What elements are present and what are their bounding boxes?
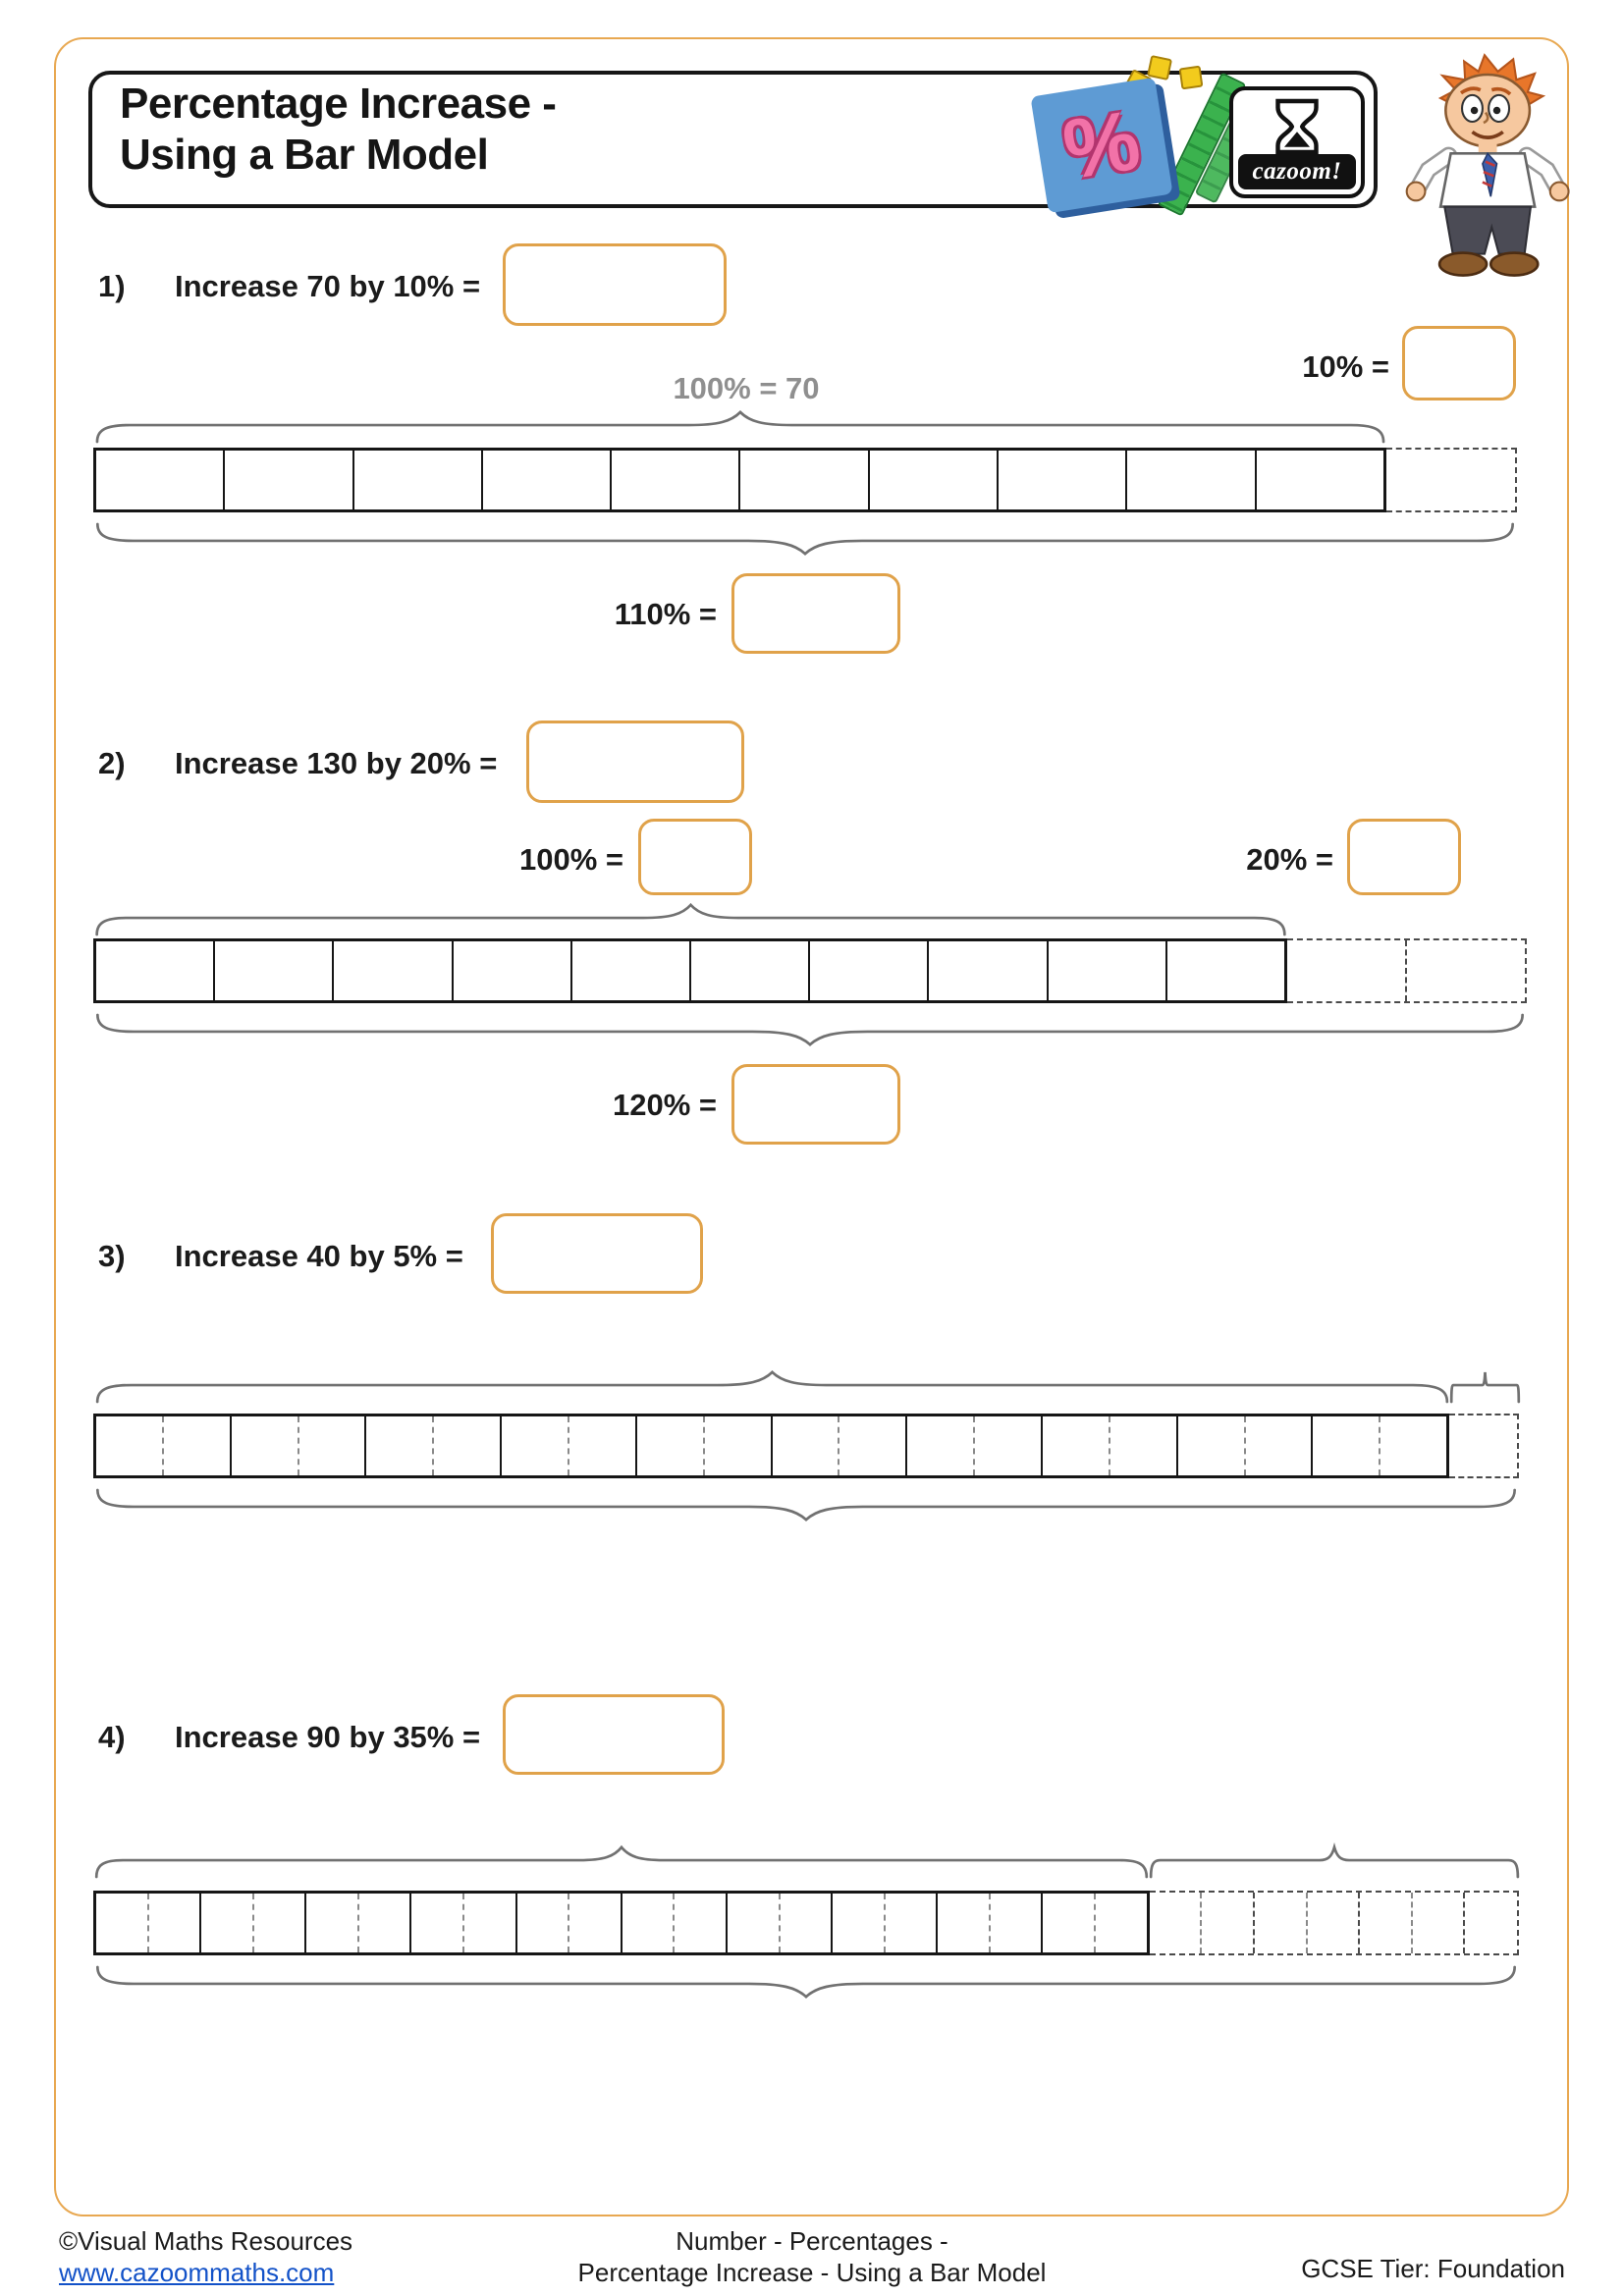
- q4-top-brace-increase: [1150, 1845, 1519, 1877]
- bar-cell: [773, 1416, 908, 1475]
- q1-bar-model: [93, 448, 1517, 512]
- q4-bottom-brace: [93, 1967, 1519, 1999]
- bar-cell: [929, 941, 1048, 1000]
- bar-cell: [1313, 1416, 1446, 1475]
- cazoom-logo: [1229, 86, 1365, 198]
- bar-cell: [201, 1894, 306, 1952]
- bar-cell: [411, 1894, 516, 1952]
- q2-part-label: 20% =: [1246, 842, 1333, 877]
- bar-cell: [572, 941, 691, 1000]
- q1-result-answer-box[interactable]: [731, 573, 900, 654]
- q1-whole-label: 100% = 70: [673, 371, 820, 405]
- bar-cell: [833, 1894, 938, 1952]
- bar-dashed-half-cell: [1449, 1415, 1483, 1476]
- bar-increase-section: [1150, 1891, 1519, 1955]
- q2-result-answer-box[interactable]: [731, 1064, 900, 1145]
- q1-bottom-brace: [93, 524, 1517, 556]
- logo-band: [1238, 154, 1356, 189]
- q2-top-brace: [93, 903, 1288, 934]
- percent-tile: [1030, 78, 1172, 214]
- q3-answer-box[interactable]: [491, 1213, 703, 1294]
- bar-cell: [1178, 1416, 1314, 1475]
- bar-cell: [215, 941, 334, 1000]
- bar-cell: [691, 941, 810, 1000]
- q1-result-label: 110% =: [614, 597, 717, 631]
- bar-cell: [1043, 1416, 1178, 1475]
- footer-tier: GCSE Tier: Foundation: [1301, 2254, 1565, 2283]
- bar-cell: [740, 451, 869, 509]
- q2-number: 2): [98, 746, 126, 780]
- bar-dashed-cell: [1150, 1893, 1255, 1953]
- bar-whole-section: [93, 938, 1287, 1003]
- bar-cell: [999, 451, 1127, 509]
- bar-cell: [366, 1416, 502, 1475]
- bar-cell: [1167, 941, 1284, 1000]
- bar-whole-section: [93, 1414, 1449, 1478]
- q2-prompt: Increase 130 by 20% =: [175, 746, 498, 780]
- title-line-2: Using a Bar Model: [120, 130, 489, 179]
- q1-answer-box[interactable]: [503, 243, 727, 326]
- q4-prompt: Increase 90 by 35% =: [175, 1720, 481, 1754]
- bar-cell: [232, 1416, 367, 1475]
- footer-topic-line-1: Number - Percentages -: [676, 2226, 948, 2256]
- footer-website-link[interactable]: www.cazoommaths.com: [59, 2258, 335, 2287]
- q4-bar-model: [93, 1891, 1519, 1955]
- bar-whole-section: [93, 1891, 1150, 1955]
- q3-prompt: Increase 40 by 5% =: [175, 1239, 463, 1273]
- bar-cell: [728, 1894, 833, 1952]
- q4-top-brace: [93, 1845, 1150, 1877]
- bar-dashed-cell: [1287, 940, 1407, 1001]
- bar-cell: [637, 1416, 773, 1475]
- q2-whole-answer-box[interactable]: [638, 819, 752, 895]
- bar-cell: [306, 1894, 411, 1952]
- q3-number: 3): [98, 1239, 126, 1273]
- q2-answer-box[interactable]: [526, 721, 744, 803]
- title-line-1: Percentage Increase -: [120, 80, 557, 128]
- q1-prompt: Increase 70 by 10% =: [175, 269, 481, 303]
- footer-copyright: ©Visual Maths Resources: [59, 2226, 353, 2256]
- bar-cell: [96, 941, 215, 1000]
- q3-top-brace-small: [1451, 1370, 1519, 1402]
- bar-cell: [334, 941, 453, 1000]
- bar-cell: [810, 941, 929, 1000]
- bar-cell: [96, 1416, 232, 1475]
- q4-answer-box[interactable]: [503, 1694, 725, 1775]
- yellow-cube-icon: [1147, 55, 1172, 80]
- bar-cell: [96, 451, 225, 509]
- bar-dashed-cell: [1255, 1893, 1360, 1953]
- percent-symbol: %: [1056, 92, 1147, 197]
- cazoom-character-illustration: [1396, 51, 1573, 287]
- q2-whole-label: 100% =: [518, 842, 623, 877]
- q1-top-brace: [93, 410, 1387, 442]
- bar-cell: [870, 451, 999, 509]
- q2-result-label: 120% =: [612, 1088, 717, 1122]
- bar-dashed-cell: [1407, 940, 1525, 1001]
- bar-dashed-cell: [1386, 450, 1515, 510]
- q3-top-brace: [93, 1370, 1451, 1402]
- bar-cell: [1127, 451, 1256, 509]
- bar-cell: [454, 941, 572, 1000]
- bar-cell: [502, 1416, 637, 1475]
- bar-cell: [623, 1894, 728, 1952]
- q3-bar-model: [93, 1414, 1519, 1478]
- bar-cell: [96, 1894, 201, 1952]
- q1-number: 1): [98, 269, 126, 303]
- bar-increase-section: [1386, 448, 1517, 512]
- logo-text: cazoom!: [1252, 158, 1342, 185]
- page-title: [120, 79, 556, 181]
- q2-bar-model: [93, 938, 1527, 1003]
- bar-cell: [483, 451, 612, 509]
- bar-dashed-cell: [1360, 1893, 1465, 1953]
- q1-part-label: 10% =: [1302, 349, 1389, 384]
- q1-part-answer-box[interactable]: [1402, 326, 1516, 400]
- hourglass-icon: [1272, 98, 1323, 155]
- bar-cell: [1049, 941, 1167, 1000]
- bar-cell: [1257, 451, 1383, 509]
- bar-increase-section: [1287, 938, 1527, 1003]
- q2-part-answer-box[interactable]: [1347, 819, 1461, 895]
- bar-cell: [517, 1894, 623, 1952]
- bar-dashed-half-cell: [1465, 1893, 1517, 1953]
- q4-number: 4): [98, 1720, 126, 1754]
- bar-cell: [938, 1894, 1043, 1952]
- bar-cell: [1043, 1894, 1146, 1952]
- q2-bottom-brace: [93, 1015, 1527, 1046]
- bar-cell: [612, 451, 740, 509]
- q3-bottom-brace: [93, 1490, 1519, 1522]
- bar-cell: [225, 451, 353, 509]
- bar-increase-section: [1449, 1414, 1519, 1478]
- bar-cell: [354, 451, 483, 509]
- bar-cell: [907, 1416, 1043, 1475]
- yellow-cube-icon: [1179, 66, 1204, 90]
- footer-topic-line-2: Percentage Increase - Using a Bar Model: [577, 2258, 1047, 2287]
- bar-whole-section: [93, 448, 1386, 512]
